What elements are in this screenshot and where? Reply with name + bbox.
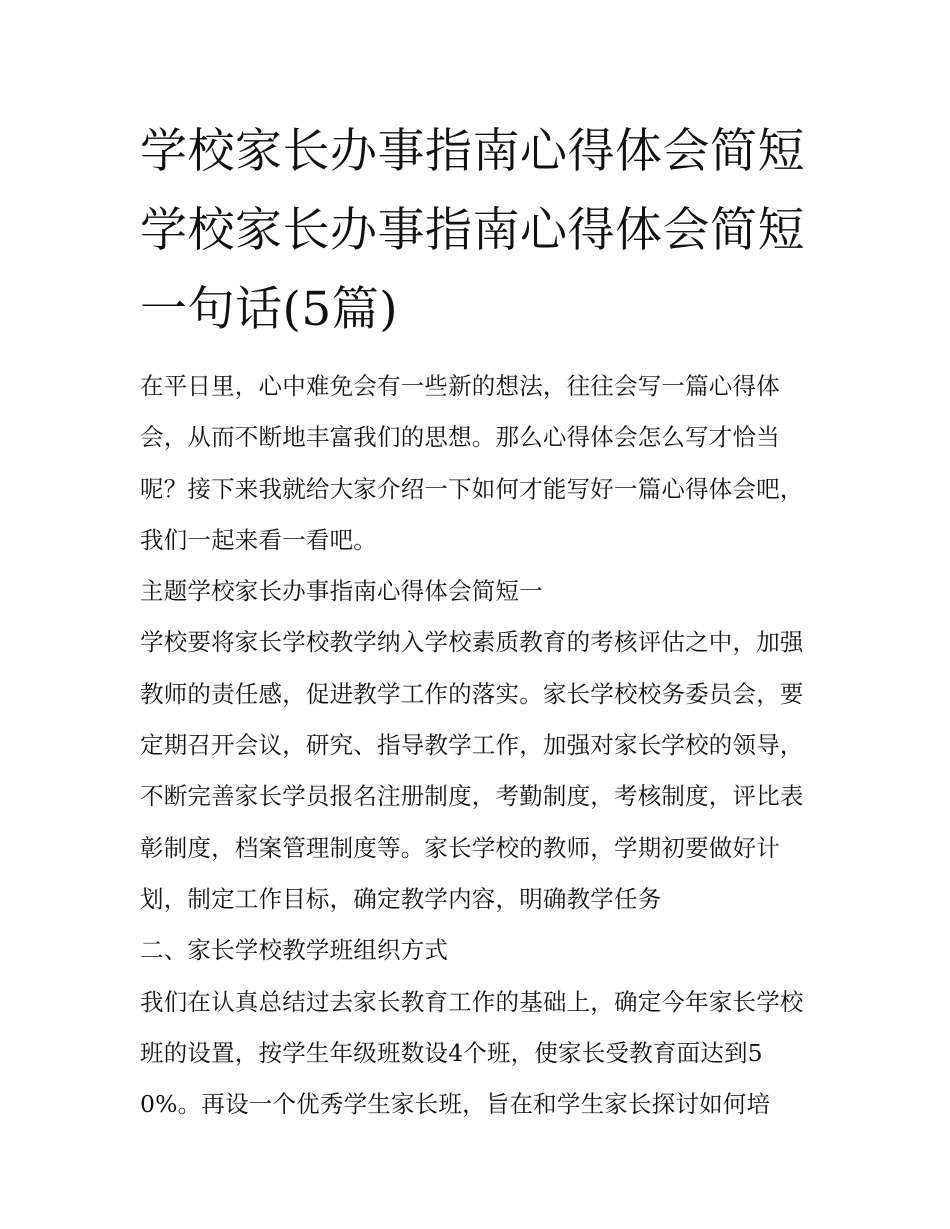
section-heading-class-organization: 二、家长学校教学班组织方式 bbox=[140, 936, 449, 965]
intro-paragraph: 在平日里，心中难免会有一些新的想法，往往会写一篇心得体会，从而不断地丰富我们的思想。那么心得体会怎么写才恰当呢？接下来我就给大家介绍一下如何才能写好一篇心得体会吧，我们一起来看一看吧。 bbox=[140, 372, 804, 554]
document-body bbox=[140, 112, 815, 1130]
document-title: 学校家长办事指南心得体会简短 学校家长办事指南心得体会简短一句话(5篇) bbox=[140, 124, 805, 337]
body-paragraph: 学校要将家长学校教学纳入学校素质教育的考核评估之中，加强教师的责任感，促进教学工作的落实。家长学校校务委员会，要定期召开会议，研究、指导教学工作，加强对家长学校的领导，不断完善家长学员报名注册制度，考勤制度，考核制度，评比表彰制度，档案管理制度等。家长学校的教师，学期初要做好计划，制定工作目标，确定教学内容，明确教学任务 bbox=[140, 628, 804, 913]
body-paragraph: 我们在认真总结过去家长教育工作的基础上，确定今年家长学校班的设置，按学生年级班数设4个班，使家长受教育面达到50%。再设一个优秀学生家长班，旨在和学生家长探讨如何培 bbox=[140, 987, 804, 1119]
section-heading-topic-one: 主题学校家长办事指南心得体会简短一 bbox=[140, 577, 543, 606]
